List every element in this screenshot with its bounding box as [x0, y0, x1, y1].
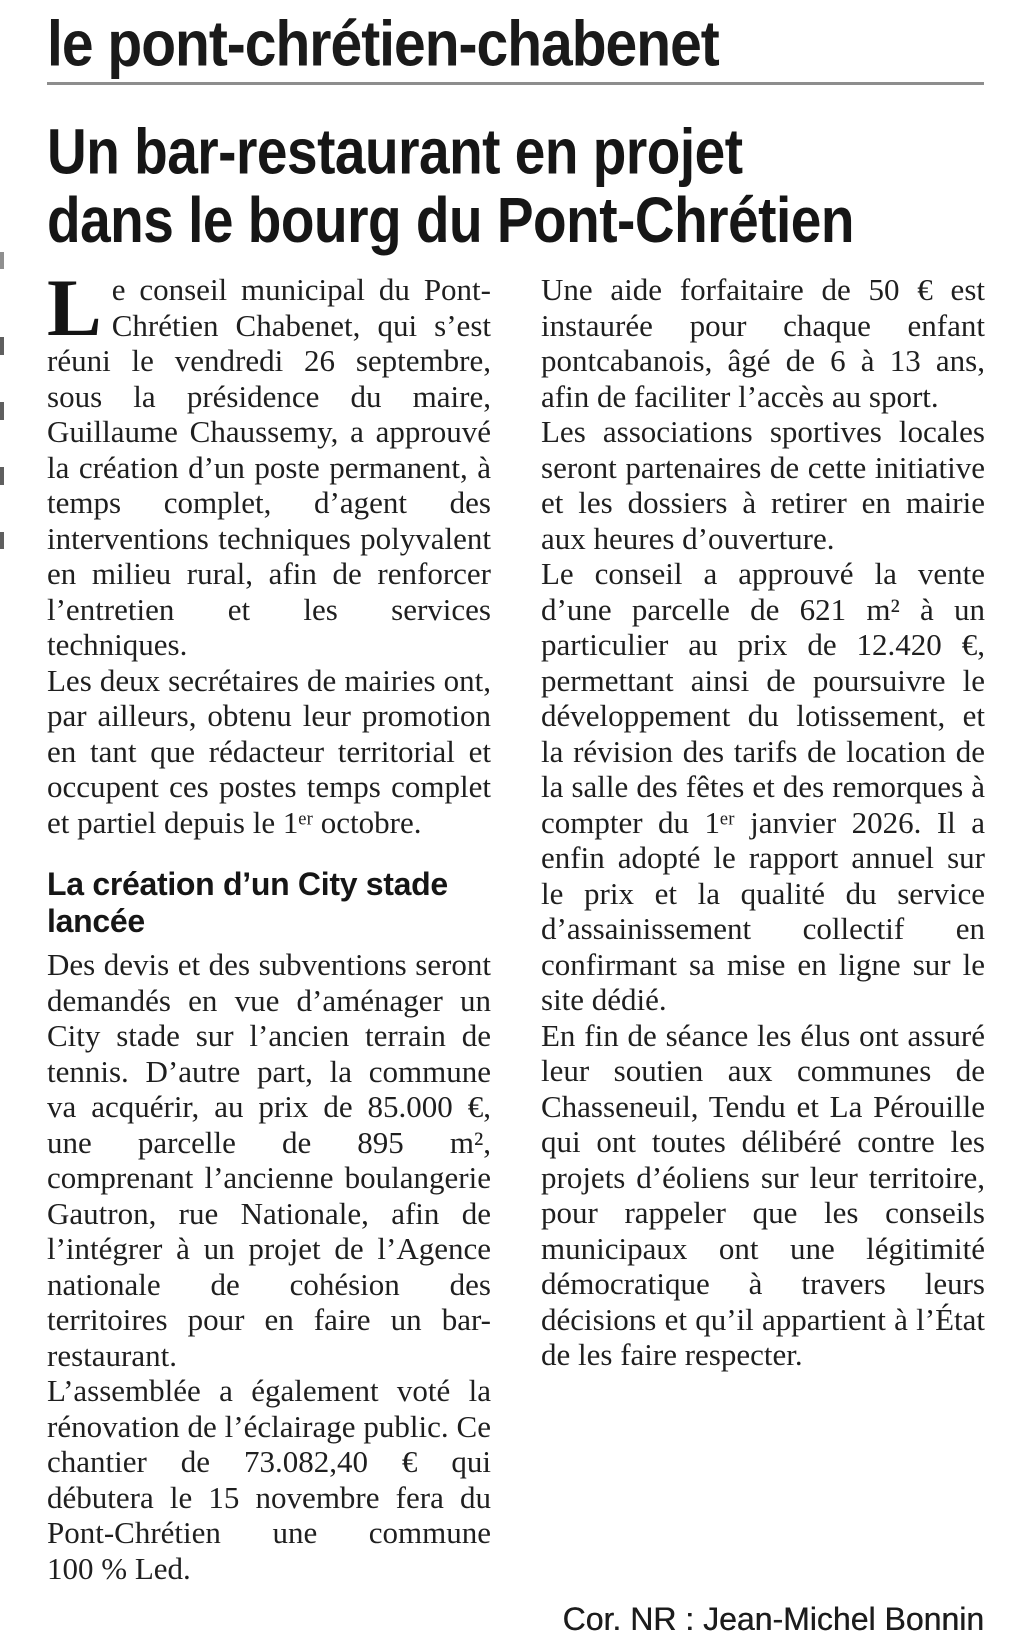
article-paragraph: L’assemblée a également voté la rénovation de l’éclairage public. Ce chantier de 73.082,40 € qui débutera le 15 novembre fera du Pont-Chrétien une commune 100 % Led.	[47, 1373, 491, 1586]
headline-line-1: Un bar-restaurant en projet	[47, 115, 743, 188]
article-paragraph: Les deux secrétaires de mairies ont, par ailleurs, obtenu leur promotion en tant que rédacteur territorial et occupent ces postes temps complet et partiel depuis le 1ᵉʳ octobre.	[47, 662, 491, 840]
crosshead: La création d’un City stade lancée	[47, 866, 448, 939]
article-paragraph: Des devis et des subventions seront demandés en vue d’aménager un City stade sur l’ancien terrain de tennis. D’autre part, la commune va acquérir, au prix de 85.000 €, une parcelle de 895 m², comprenant l’ancienne boulangerie Gautron, rue Nationale, afin de l’intégrer à un projet de l’Agence nationale de cohésion des territoires pour en faire un bar-restaurant.	[47, 947, 491, 1373]
scan-artifact	[0, 252, 4, 269]
headline-line-2: dans le bourg du Pont-Chrétien	[47, 184, 854, 257]
scan-artifact	[0, 337, 4, 355]
article-paragraph: Une aide forfaitaire de 50 € est instaurée pour chaque enfant pontcabanois, âgé de 6 à 13 ans, afin de faciliter l’accès au sport.	[541, 272, 985, 414]
scan-artifact	[0, 467, 4, 485]
scan-artifact	[0, 402, 4, 420]
scan-artifact	[0, 532, 4, 549]
article-headline	[47, 115, 854, 257]
kicker-rule	[47, 82, 984, 85]
article-paragraph: Le conseil a approuvé la vente d’une parcelle de 621 m² à un particulier au prix de 12.420 €, permettant ainsi de poursuivre le développement du lotissement, et la révision des tarifs de location de la salle des fêtes et des remorques à compter du 1ᵉʳ janvier 2026. Il a enfin adopté le rapport annuel sur le prix et la qualité du service d’assainissement collectif en confirmant sa mise en ligne sur le site dédié.	[541, 556, 985, 1017]
drop-cap: L	[47, 272, 102, 353]
byline: Cor. NR : Jean-Michel Bonnin	[562, 1601, 984, 1637]
article-paragraph: Les associations sportives locales seront partenaires de cette initiative et les dossiers à retirer en mairie aux heures d’ouverture.	[541, 414, 985, 556]
section-kicker: le pont-chrétien-chabenet	[47, 7, 719, 81]
article-paragraph: En fin de séance les élus ont assuré leur soutien aux communes de Chasseneuil, Tendu et La Pérouille qui ont toutes délibéré contre les projets d’éoliens sur leur territoire, pour rappeler que les conseils municipaux ont une légitimité démocratique à travers leurs décisions et qu’il appartient à l’État de les faire respecter.	[541, 1017, 985, 1372]
article-paragraph: Le conseil municipal du Pont-Chrétien Chabenet, qui s’est réuni le vendredi 26 septembre, sous la présidence du maire, Guillaume Chaussemy, a approuvé la création d’un poste permanent, à temps complet, d’agent des interventions techniques polyvalent en milieu rural, afin de renforcer l’entretien et les services techniques.	[47, 272, 491, 662]
article-body	[47, 272, 985, 1644]
